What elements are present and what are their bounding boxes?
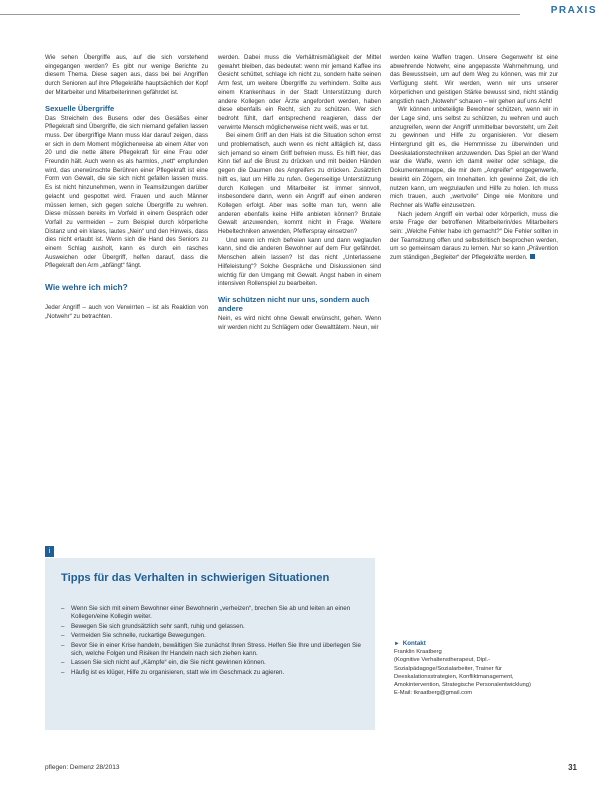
- tip-text: Häufig ist es klüger, Hilfe zu organisieren, statt wie im Geschmack zu agieren.: [71, 668, 285, 676]
- subheading-how-defend: Wie wehre ich mich?: [45, 282, 128, 293]
- paragraph: werden. Dabei muss die Verhältnismäßigkeit der Mittel gewahrt bleiben, das bedeutet: wenn mir jemand Kaffee ins Gesicht schüttet, schlage ich nicht zu, sondern halte seinen Arm fest, um weitere Übergriffe zu verhindern. Sollte aus einem Krankenhaus in der Stadt Unterstützung durch andere Kollegen oder Ärzte angefordert werden, haben diese ebenfalls ein Recht, sich zu schützen. Wer sich bedroht fühlt, darf entsprechend reagieren, dass der verwirrte Mensch möglicherweise nicht weiß, was er tut.: [218, 54, 381, 131]
- paragraph: Wir können unbeteiligte Bewohner schützen, wenn wir in der Lage sind, uns selbst zu schützen, zu wehren und auch anzugreifen, wenn der Angriff unmittelbar bevorsteht, um Zeit zu gewinnen und Hilfe zu organisieren. Vor diesem Hintergrund gilt es, die Hemmnisse zu überwinden und Deeskalationstechniken anzuwenden. Das Spiel an der Wand war die Waffe, wenn ich damit weiter oder schlage, die Dokumentenmappe, die mir dem „Angreifer“ entgegenwerfe, bewirkt ein Zögern, ein Innehalten. Ich gewinne Zeit, die ich nutzen kann, um wegzulaufen und Hilfe zu holen. Ich muss mich trauen, auch „wertvolle“ Dinge wie Monitore und Rechner als Waffe einzusetzen.: [390, 106, 558, 209]
- list-item: [61, 659, 361, 667]
- tip-text: Bevor Sie in einer Krise handeln, bewältigen Sie zunächst Ihren Stress. Helfen Sie Ihre und überlegen Sie sich, welche Folgen und Risiken Ihr Handeln nach sich ziehen kann.: [71, 641, 361, 658]
- header-rule: [0, 14, 520, 15]
- page-number: 31: [568, 763, 577, 772]
- tip-text: Vermeiden Sie schnelle, ruckartige Bewegungen.: [71, 632, 206, 640]
- paragraph: Und wenn ich mich befreien kann und dann weglaufen kann, sind die anderen Bewohner auf dem Flur gefährdet. Menschen allein lassen? Ist das nicht „Unterlassene Hilfeleistung“? Solche Gespräche und Diskussionen sind wichtig für den Umgang mit Gewalt. Angst haben in einem intensiven Rollenspiel zu bearbeiten.: [218, 236, 381, 288]
- list-item: [61, 642, 361, 659]
- contact-email: E-Mail: tkraatberg@gmail.com: [394, 690, 473, 697]
- paragraph: Wie sehen Übergriffe aus, auf die sich vorstehend eingegangen werden? Es gibt nur wenige Berichte zu diesem Thema. Diese sagen aus, dass bei bei Angriffen durch Senioren auf ihre Pflegekräfte hauptsächlich der Kopf der Mitarbeiter und Mitarbeiterinnen gefährdet ist.: [45, 54, 208, 96]
- dash-icon: –: [61, 632, 65, 640]
- paragraph: Nein, es wird nicht ohne Gewalt erwünscht, gehen. Wenn wir werden nicht zu Schlägern oder Gewalttätern. Neun, wir: [218, 314, 381, 331]
- tip-text: Wenn Sie sich mit einem Bewohner einer Bewohnerin „verheizen“, brechen Sie ab und leiten an einen Kollegen/eine Kollegin weiter.: [71, 605, 351, 621]
- column-1: [45, 54, 208, 322]
- column-2: [218, 54, 381, 332]
- dash-icon: –: [61, 641, 65, 649]
- column-3: [390, 54, 558, 263]
- dash-icon: –: [61, 659, 65, 667]
- tips-list: [61, 605, 361, 678]
- contact-title: Kontakt: [402, 640, 426, 647]
- contact-description: (Kognitive Verhaltenstherapeut, Dipl.-Sozialpädagoge/Sozialarbeiter, Trainer für Deeskalationsstrategien, Konfliktmanagement, Amokintervention, Strategische Personalentwicklung): [394, 657, 531, 689]
- list-item: [61, 623, 361, 631]
- tip-text: Lassen Sie sich nicht auf „Kämpfe“ ein, die Sie nicht gewinnen können.: [71, 659, 266, 667]
- dash-icon: –: [61, 622, 65, 630]
- paragraph-text: Nach jedem Angriff ein verbal oder körperlich, muss die erste Frage der betroffenen Mitarbeiterin/des Mitarbeiters sein: „Welche Fehler habe ich gemacht?“ Die Fehler sollten in der Teamsitzung offen und selbstkritisch besprochen werden, um so gemeinsam daraus zu lernen. Nur so kann „Prävention zum ständigen „Begleiter“ der Pflegekräfte werden.: [390, 210, 558, 262]
- page-header: [0, 0, 607, 18]
- subheading-protect-others: Wir schützen nicht nur uns, sondern auch andere: [218, 294, 370, 313]
- paragraph: [390, 211, 558, 263]
- contact-heading: [394, 640, 554, 648]
- contact-box: [394, 640, 554, 697]
- subheading-sexual-assault: Sexuelle Übergriffe: [45, 103, 115, 113]
- dash-icon: –: [61, 668, 65, 676]
- info-marker: i: [45, 546, 54, 557]
- dash-icon: –: [61, 605, 65, 612]
- paragraph: Das Streicheln des Busens oder des Gesäßes einer Pflegekraft sind Übergriffe, die sich niemand gefallen lassen muss. Der übergriffige Mann muss klar darauf zeigen, dass er sich in dem Moment möglicherweise ab einem Alter von 20 und die nette ältere Pflegekraft für eine Frau oder Freundin hält. Auch wenn es als harmlos, „nett“ empfunden wird, das unerwünschte Berühren einer Pflegekraft ist eine Form von Gewalt, die sie sich nicht gefallen lassen muss. Es ist nicht hinzunehmen, wenn in Teamsitzungen darüber gelacht und gespottet wird. Frauen und auch Männer müssen lernen, sich gegen solche Übergriffe zu wehren. Diese müssen bereits im Vorfeld in einem Gespräch oder Vorfall zu vermeiden – zum Beispiel durch körperliche Distanz und ein klares, lautes „Nein“ und den Hinweis, dass dies nicht erlaubt ist. Wenn sich die Hand des Seniors zu einem Schlag ausholt, kann es durch ein rasches Ausweichen oder Übergriff, helfen darauf, dass die Pflegekraft den Arm „abfängt“ fängt.: [45, 114, 208, 270]
- paragraph: werden keine Waffen tragen. Unsere Gegenwehr ist eine abwehrende Notwehr, eine angepasste Wahrnehmung, und das Bewusstsein, um auf dem Weg zu können, was mir zur Verfügung steht. Wir werden, wenn wir uns unserer körperlichen und geistigen Stärke bewusst sind, nicht ständig angstlich nach „Notwehr“ schauen – wir gehen auf uns Acht!: [390, 54, 558, 105]
- arrow-right-icon: ►: [394, 641, 400, 647]
- tip-text: Bewegen Sie sich grundsätzlich sehr sanft, ruhig und gelassen.: [71, 622, 245, 630]
- footer-publication: pflegen: Demenz 28/2013: [45, 764, 120, 771]
- paragraph: Jeder Angriff – auch von Verwirrten – ist als Reaktion von „Notwehr“ zu betrachten.: [45, 304, 208, 320]
- end-mark-icon: [530, 254, 535, 259]
- list-item: [61, 669, 361, 677]
- list-item: [61, 605, 361, 622]
- tips-title: Tipps für das Verhalten in schwierigen Situationen: [61, 572, 330, 584]
- tips-box: [45, 558, 375, 730]
- section-label: PRAXIS: [550, 5, 597, 16]
- list-item: [61, 632, 361, 640]
- contact-name: Franklin Kraatberg: [394, 649, 442, 656]
- paragraph: Bei einem Griff an den Hals ist die Situation schon ernst und problematisch, auch wenn es nicht alltäglich ist, dass sich jemand so einem Griff befreien muss. Es hilft hier, das Kinn tief auf die Brust zu drücken und mit beiden Händen gegen die Daumen des Angreifers zu drücken. Zusätzlich hilft es, laut um Hilfe zu rufen. Gegenseitige Unterstützung durch Kollegen und Mitarbeiter ist immer sinnvoll, insbesondere dann, wenn ein Angriff auf einen anderen Kollegen erfolgt. Aber was sollte man tun, wenn alle anderen ebenfalls keine Hilfe anbieten können? Brutale Gewalt anzuwenden, kommt nicht in Frage. Weitere Hebeltechniken anwenden, Pfefferspray einsetzen?: [218, 132, 381, 236]
